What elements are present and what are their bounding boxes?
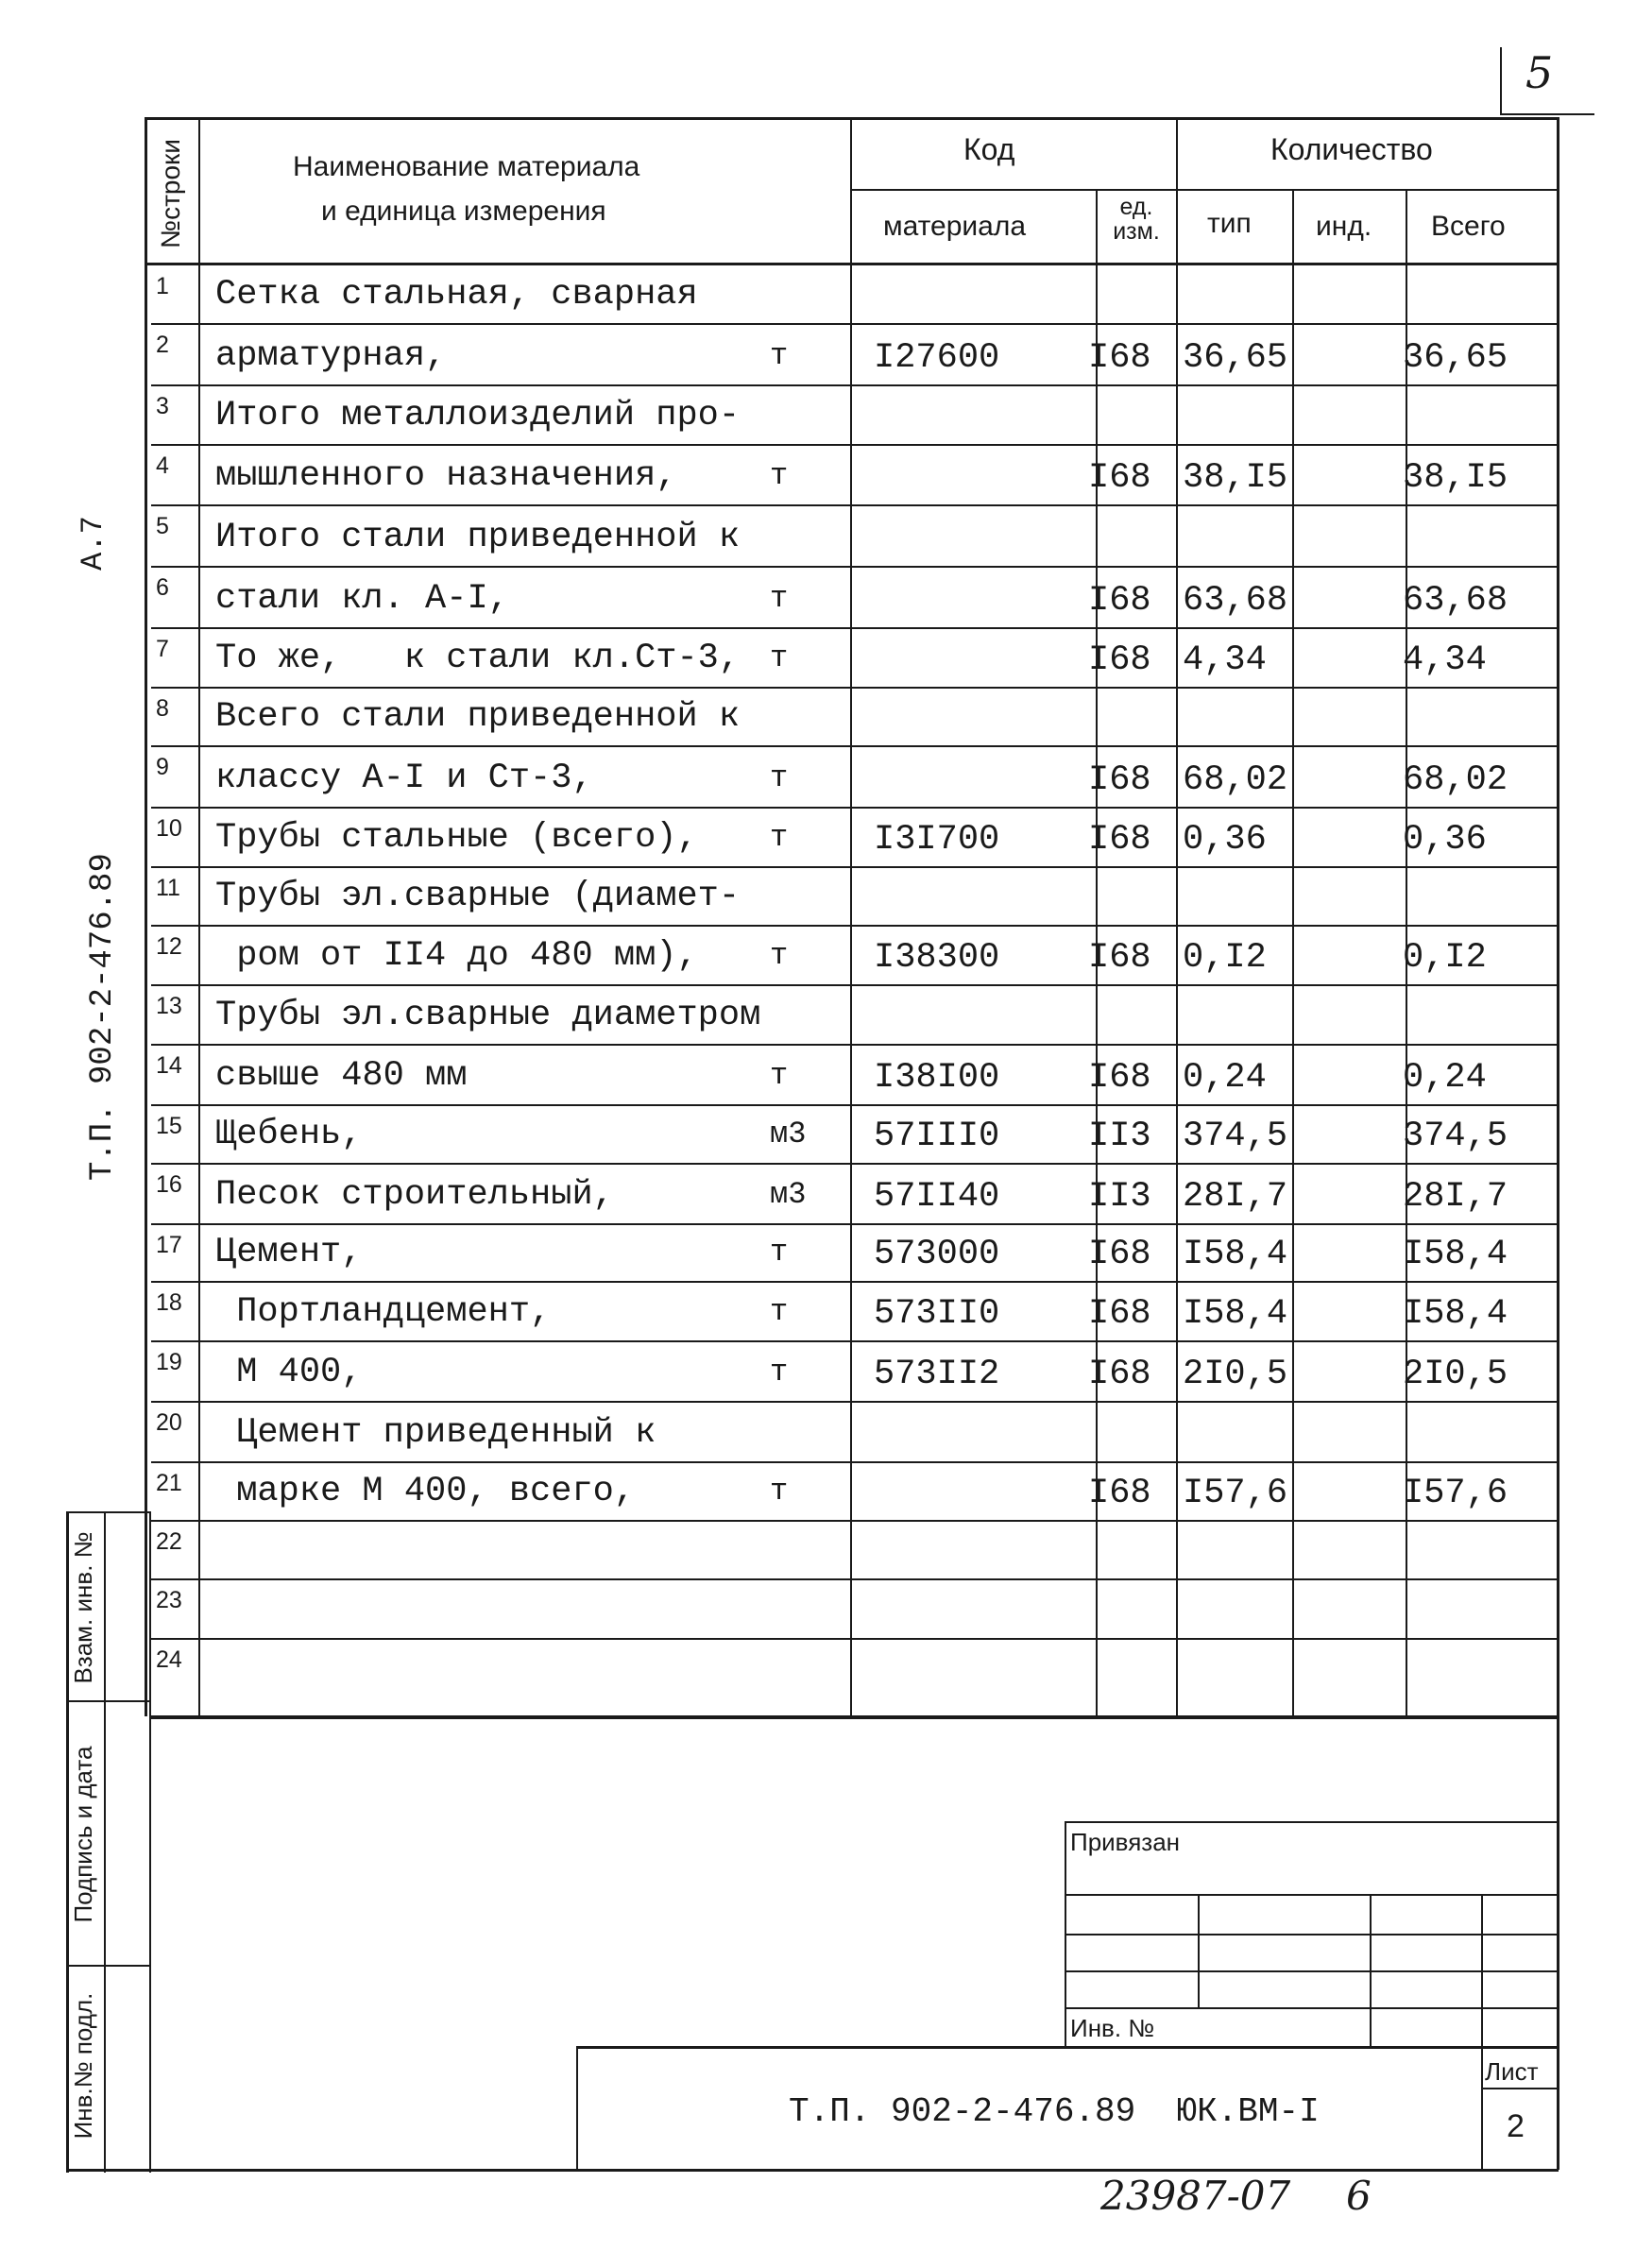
quantity-type: 28I,7: [1183, 1177, 1288, 1217]
row-number: 24: [156, 1646, 182, 1673]
inv-podl-label: Инв.№ подл.: [69, 1992, 97, 2140]
quantity-type: I58,4: [1183, 1294, 1288, 1334]
row-number: 15: [156, 1113, 182, 1139]
quantity-type: 36,65: [1183, 338, 1288, 378]
material-name: Трубы эл.сварные диаметром: [215, 996, 761, 1035]
unit-code: I68: [1088, 458, 1151, 498]
material-code: I38300: [874, 938, 1000, 978]
material-code: I27600: [874, 338, 1000, 378]
row-number: 16: [156, 1171, 182, 1198]
row-number: 14: [156, 1052, 182, 1079]
bottom-note: 23987-07: [1100, 2173, 1291, 2219]
quantity-total: 374,5: [1403, 1117, 1508, 1156]
row-number: 19: [156, 1349, 182, 1375]
quantity-type: 0,24: [1183, 1058, 1267, 1098]
unit: т: [770, 1474, 789, 1509]
material-name: Щебень,: [215, 1115, 363, 1154]
row-number: 11: [156, 875, 180, 901]
unit: т: [770, 938, 789, 973]
material-code: 573II2: [874, 1355, 1000, 1394]
material-code: I3I700: [874, 820, 1000, 860]
unit: м3: [770, 1177, 807, 1212]
unit: т: [770, 1235, 789, 1270]
material-name: Трубы эл.сварные (диамет-: [215, 877, 741, 916]
inv-no-label: Инв. №: [1070, 2014, 1155, 2042]
quantity-type: 63,68: [1183, 581, 1288, 621]
material-code: 57II40: [874, 1177, 1000, 1217]
unit: т: [770, 760, 789, 795]
row-number: 5: [156, 513, 169, 539]
vzam-inv-label: Взам. инв. №: [69, 1531, 97, 1684]
unit-code: I68: [1088, 1235, 1151, 1274]
quantity-type: 38,I5: [1183, 458, 1288, 498]
quantity-type: 0,36: [1183, 820, 1267, 860]
quantity-total: I58,4: [1403, 1235, 1508, 1274]
row-number: 4: [156, 452, 169, 479]
row-number: 2: [156, 332, 169, 358]
privyazan-label: Привязан: [1070, 1828, 1181, 1856]
row-number: 1: [156, 273, 169, 299]
material-name: Портландцемент,: [215, 1292, 552, 1332]
unit-code: I68: [1088, 1355, 1151, 1394]
row-number: 3: [156, 393, 169, 419]
material-name: Итого металлоизделий про-: [215, 396, 741, 435]
quantity-total: 36,65: [1403, 338, 1508, 378]
quantity-header: Количество: [1270, 132, 1433, 166]
unit-code: I68: [1088, 640, 1151, 680]
quantity-type: 68,02: [1183, 760, 1288, 800]
unit: т: [770, 458, 789, 493]
material-header: материала: [883, 211, 1027, 242]
row-number: 7: [156, 636, 169, 662]
quantity-total: I58,4: [1403, 1294, 1508, 1334]
podpis-label: Подпись и дата: [69, 1746, 97, 1923]
bottom-number: 6: [1346, 2173, 1372, 2219]
material-name: марке М 400, всего,: [215, 1472, 636, 1511]
quantity-type: 2I0,5: [1183, 1355, 1288, 1394]
material-name: М 400,: [215, 1353, 363, 1392]
unit: т: [770, 1058, 789, 1093]
row-number: 6: [156, 574, 169, 601]
unit: м3: [770, 1117, 807, 1151]
row-number: 20: [156, 1409, 182, 1436]
code-header: Код: [963, 132, 1015, 166]
material-code: 57III0: [874, 1117, 1000, 1156]
material-code: 573000: [874, 1235, 1000, 1274]
unit-code: I68: [1088, 338, 1151, 378]
unit-code: I68: [1088, 1294, 1151, 1334]
side-doc-code: Т.П. 902-2-476.89: [85, 853, 121, 1181]
quantity-total: 28I,7: [1403, 1177, 1508, 1217]
material-name: Сетка стальная, сварная: [215, 275, 698, 315]
row-number: 10: [156, 815, 182, 842]
unit-code: I68: [1088, 760, 1151, 800]
unit: т: [770, 338, 789, 373]
quantity-total: 0,I2: [1403, 938, 1487, 978]
quantity-type: 4,34: [1183, 640, 1267, 680]
material-name: арматурная,: [215, 336, 447, 376]
quantity-total: 63,68: [1403, 581, 1508, 621]
material-name: ром от II4 до 480 мм),: [215, 936, 698, 976]
unit: т: [770, 640, 789, 675]
unit: т: [770, 820, 789, 855]
quantity-type: 0,I2: [1183, 938, 1267, 978]
name-header-line1: Наименование материала: [293, 151, 640, 182]
unit-code: I68: [1088, 581, 1151, 621]
row-number: 17: [156, 1232, 182, 1258]
sheet-ref: А.7: [76, 516, 111, 571]
material-code: 573II0: [874, 1294, 1000, 1334]
list-number: 2: [1507, 2108, 1525, 2144]
material-name: Всего стали приведенной к: [215, 697, 741, 737]
quantity-total: 68,02: [1403, 760, 1508, 800]
quantity-type: I57,6: [1183, 1474, 1288, 1513]
unit-header: ед. изм.: [1113, 194, 1160, 245]
material-code: I38I00: [874, 1058, 1000, 1098]
unit-code: I68: [1088, 1058, 1151, 1098]
document-title: Т.П. 902-2-476.89 ЮК.ВМ-I: [789, 2092, 1320, 2131]
row-number: 8: [156, 695, 169, 722]
material-name: стали кл. A-I,: [215, 579, 509, 619]
row-number: 21: [156, 1470, 182, 1496]
page-number: 5: [1525, 47, 1554, 98]
quantity-total: 0,24: [1403, 1058, 1487, 1098]
material-name: Песок строительный,: [215, 1175, 614, 1215]
material-name: свыше 480 мм: [215, 1056, 468, 1096]
row-number: 23: [156, 1587, 182, 1613]
quantity-total: 0,36: [1403, 820, 1487, 860]
unit-code: I68: [1088, 1474, 1151, 1513]
quantity-total: 38,I5: [1403, 458, 1508, 498]
row-number: 12: [156, 933, 182, 960]
row-number: 9: [156, 754, 169, 780]
quantity-total: I57,6: [1403, 1474, 1508, 1513]
type-header: тип: [1207, 208, 1252, 239]
quantity-total: 4,34: [1403, 640, 1487, 680]
material-name: Цемент приведенный к: [215, 1413, 656, 1453]
row-number: 18: [156, 1289, 182, 1316]
material-name: классу А-I и Ст-3,: [215, 759, 593, 798]
unit: т: [770, 1355, 789, 1390]
ind-header: инд.: [1316, 211, 1372, 242]
unit-code: II3: [1088, 1117, 1151, 1156]
unit-code: II3: [1088, 1177, 1151, 1217]
total-header: Всего: [1431, 211, 1506, 242]
row-number: 22: [156, 1528, 182, 1555]
unit-code: I68: [1088, 938, 1151, 978]
unit-code: I68: [1088, 820, 1151, 860]
material-name: То же, к стали кл.Ст-3,: [215, 639, 741, 678]
quantity-type: 374,5: [1183, 1117, 1288, 1156]
material-name: Цемент,: [215, 1233, 363, 1272]
list-label: Лист: [1485, 2057, 1539, 2086]
unit: т: [770, 581, 789, 616]
material-name: Итого стали приведенной к: [215, 518, 741, 557]
material-name: Трубы стальные (всего),: [215, 818, 698, 858]
material-name: мышленного назначения,: [215, 456, 677, 496]
row-number-header: №строки: [156, 139, 185, 248]
quantity-total: 2I0,5: [1403, 1355, 1508, 1394]
unit: т: [770, 1294, 789, 1329]
quantity-type: I58,4: [1183, 1235, 1288, 1274]
name-header-line2: и единица измерения: [321, 196, 606, 227]
row-number: 13: [156, 993, 182, 1019]
